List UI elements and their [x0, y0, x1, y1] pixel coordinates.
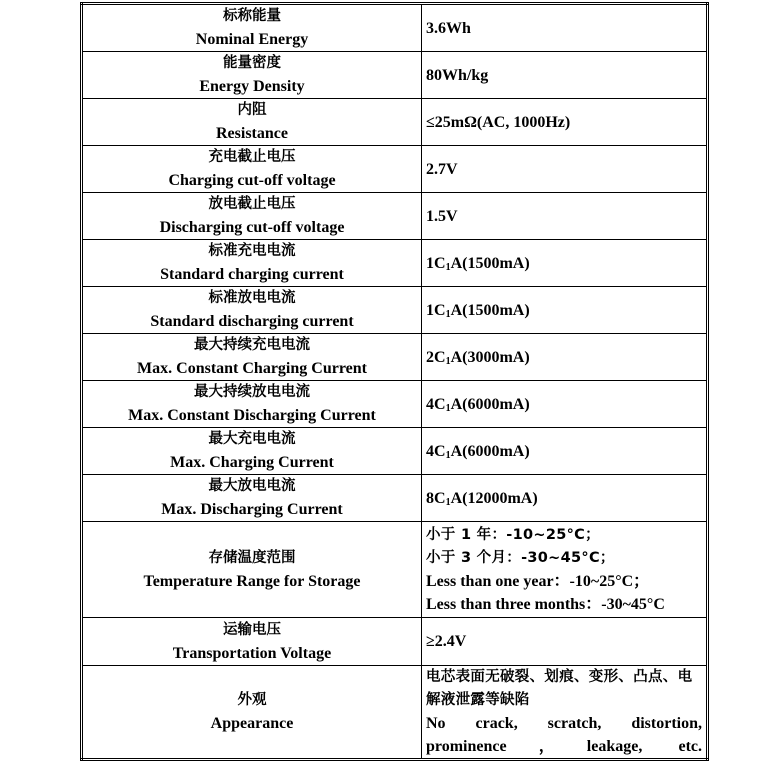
value-subscript: 1 [445, 402, 451, 414]
table-row [82, 618, 708, 666]
param-name-zh: 最大放电电流 [208, 478, 296, 494]
value-line: 小于 1 年：-10~25°C； [426, 526, 600, 543]
value-prefix: 2C [426, 348, 446, 366]
param-name-cell [82, 52, 422, 99]
param-name-cell [82, 193, 422, 240]
param-name-zh: 放电截止电压 [208, 196, 296, 212]
value-line: Less than one year：-10~25°C； [426, 572, 650, 590]
param-name-zh: 内阻 [237, 102, 267, 118]
param-name-cell [82, 146, 422, 193]
value-subscript: 1 [445, 449, 451, 461]
table-row [82, 666, 708, 760]
param-name-zh: 最大持续充电电流 [194, 337, 310, 353]
param-name-cell [82, 618, 422, 666]
value-line: 小于 3 个月：-30~45°C； [426, 549, 615, 566]
param-name-en: Max. Constant Charging Current [137, 360, 367, 377]
value-prefix: 4C [426, 395, 446, 413]
param-value-cell [422, 381, 708, 428]
param-name-en: Discharging cut-off voltage [159, 219, 345, 236]
param-name-en: Appearance [210, 715, 294, 732]
param-name-en: Nominal Energy [195, 31, 309, 48]
value-subscript: 1 [445, 261, 451, 273]
param-name-en: Max. Charging Current [170, 454, 334, 471]
param-name-zh: 标称能量 [223, 8, 281, 24]
table-row [82, 334, 708, 381]
value-subscript: 1 [445, 496, 451, 508]
param-name-cell [82, 287, 422, 334]
param-name-en: Temperature Range for Storage [143, 572, 361, 590]
param-name-cell [82, 4, 422, 52]
table-row [82, 522, 708, 618]
param-name-en: Transportation Voltage [172, 644, 332, 662]
param-name-zh: 存储温度范围 [208, 549, 296, 566]
table-row [82, 428, 708, 475]
value-prefix: 1C [426, 301, 446, 319]
value-prefix: 4C [426, 442, 446, 460]
param-name-en: Max. Constant Discharging Current [128, 407, 376, 424]
param-name-en: Standard discharging current [150, 313, 354, 330]
param-name-zh: 标准充电电流 [208, 243, 296, 259]
battery-spec-table [80, 2, 709, 761]
param-name-zh: 运输电压 [223, 621, 281, 638]
value-line: 电芯表面无破裂、划痕、变形、凸点、电解液泄露等缺陷 [426, 669, 693, 708]
param-name-zh: 标准放电电流 [208, 290, 296, 306]
param-name-en: Resistance [216, 125, 288, 142]
param-value-cell: 80Wh/kg [422, 52, 708, 99]
table-row [82, 52, 708, 99]
param-value-cell [422, 240, 708, 287]
param-name-en: Energy Density [199, 78, 305, 95]
param-name-zh: 充电截止电压 [208, 149, 296, 165]
value-line: Less than three months：-30~45°C [426, 595, 665, 613]
param-name-cell [82, 99, 422, 146]
param-name-cell [82, 475, 422, 522]
param-value-cell [422, 666, 708, 760]
table-row [82, 99, 708, 146]
param-value-cell [422, 475, 708, 522]
param-name-cell [82, 381, 422, 428]
param-value-cell [422, 428, 708, 475]
value-suffix: A(6000mA) [450, 442, 530, 460]
param-value-cell [422, 334, 708, 381]
value-line: No crack, scratch, distortion, prominence，leakage, etc. [426, 715, 702, 755]
param-value-cell [422, 522, 708, 618]
value-suffix: A(6000mA) [450, 395, 530, 413]
param-name-cell [82, 666, 422, 760]
value-prefix: 1C [426, 254, 446, 272]
table-row [82, 381, 708, 428]
table-row [82, 193, 708, 240]
param-value-cell: ≤25mΩ(AC, 1000Hz) [422, 99, 708, 146]
param-name-cell [82, 428, 422, 475]
param-value-cell: 2.7V [422, 146, 708, 193]
table-row [82, 287, 708, 334]
value-suffix: A(3000mA) [450, 348, 530, 366]
param-value-cell: 3.6Wh [422, 4, 708, 52]
table-row [82, 240, 708, 287]
param-name-en: Standard charging current [160, 266, 344, 283]
value-suffix: A(12000mA) [450, 489, 538, 507]
table-row [82, 146, 708, 193]
table-row [82, 4, 708, 52]
param-name-en: Charging cut-off voltage [168, 172, 336, 189]
param-name-zh: 最大持续放电电流 [194, 384, 310, 400]
param-name-zh: 能量密度 [223, 55, 281, 71]
table-row [82, 475, 708, 522]
param-name-en: Max. Discharging Current [161, 501, 343, 518]
param-name-zh: 外观 [237, 692, 267, 708]
value-subscript: 1 [445, 355, 451, 367]
param-name-cell [82, 522, 422, 618]
value-prefix: 8C [426, 489, 446, 507]
param-name-zh: 最大充电电流 [208, 431, 296, 447]
param-value-cell: ≥2.4V [422, 618, 708, 666]
param-name-cell [82, 334, 422, 381]
param-value-cell [422, 287, 708, 334]
param-value-cell: 1.5V [422, 193, 708, 240]
value-subscript: 1 [445, 308, 451, 320]
value-suffix: A(1500mA) [450, 301, 530, 319]
value-suffix: A(1500mA) [450, 254, 530, 272]
param-name-cell [82, 240, 422, 287]
